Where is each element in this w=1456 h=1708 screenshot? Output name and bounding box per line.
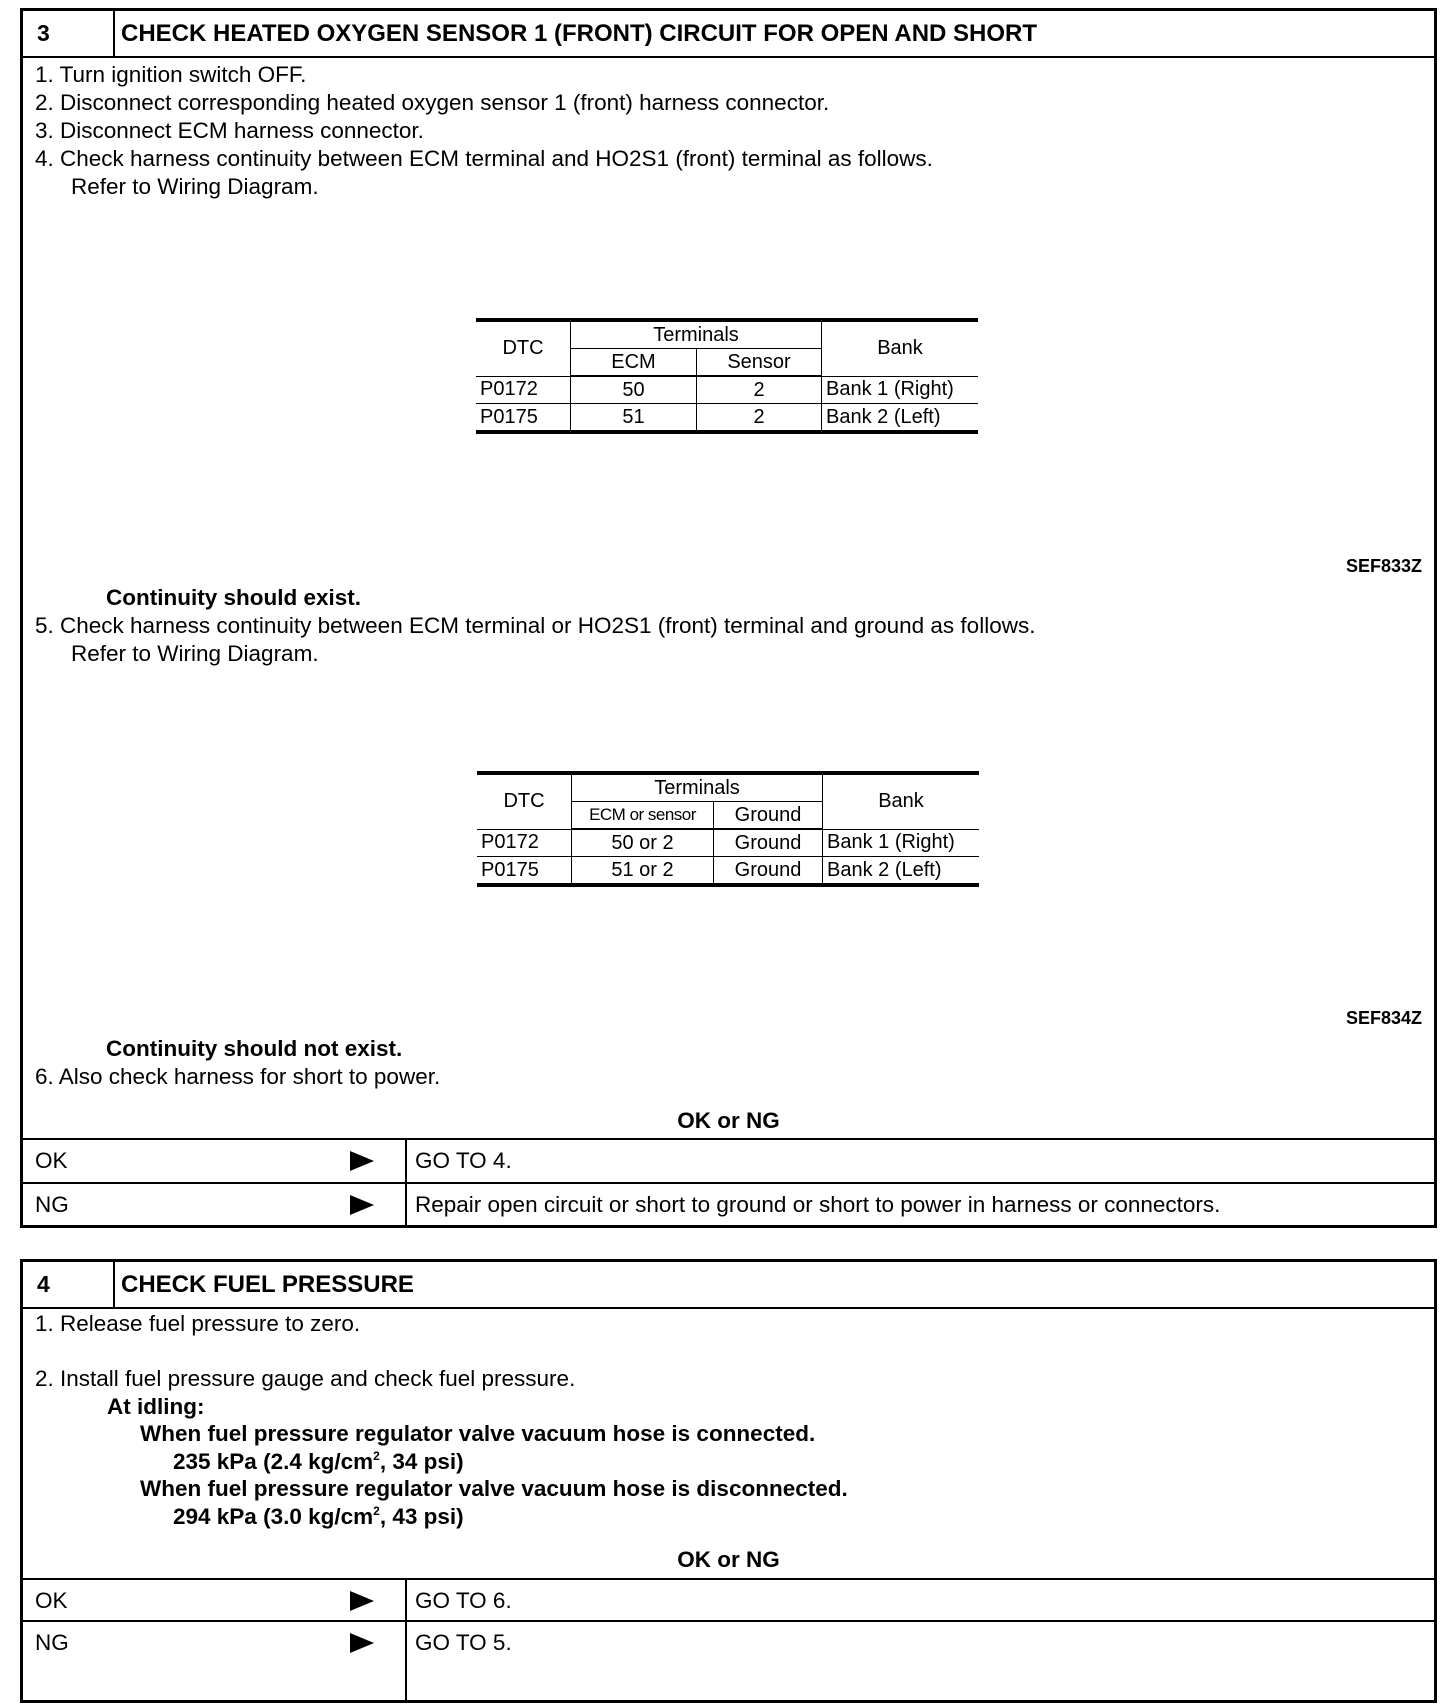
arrow-right-icon [350, 1195, 374, 1215]
instruction-1: 1. Turn ignition switch OFF. [35, 62, 307, 87]
continuity-table-2 [477, 771, 979, 887]
col-header-bank: Bank [823, 773, 980, 829]
spec-connected-value [173, 1448, 464, 1476]
value-text: 235 kPa (2.4 kg/cm [173, 1449, 374, 1474]
figure-ref-1: SEF833Z [1345, 556, 1422, 576]
superscript: 2 [373, 1449, 380, 1463]
step-title: CHECK FUEL PRESSURE [121, 1271, 414, 1298]
cell-bank: Bank 1 (Right) [823, 829, 980, 857]
header-divider [113, 11, 115, 56]
table-row [476, 404, 978, 433]
cell-ecm: 51 [571, 404, 697, 433]
step-4-panel [20, 1259, 1437, 1703]
outcome-ok-row[interactable] [23, 1138, 1434, 1182]
outcome-divider [405, 1184, 407, 1226]
table-row [477, 857, 979, 886]
arrow-right-icon [350, 1633, 374, 1653]
arrow-right-icon [350, 1151, 374, 1171]
col-header-dtc: DTC [477, 773, 572, 829]
step-header [23, 1262, 1434, 1309]
cell-ground: Ground [714, 829, 823, 857]
arrow-right-icon [350, 1591, 374, 1611]
outcome-key: NG [35, 1630, 69, 1655]
outcome-ng-row[interactable] [23, 1182, 1434, 1226]
cell-dtc: P0175 [476, 404, 571, 433]
outcome-action: GO TO 6. [415, 1588, 512, 1613]
cell-dtc: P0175 [477, 857, 572, 886]
cell-bank: Bank 1 (Right) [822, 376, 979, 404]
value-text: , 34 psi) [379, 1449, 464, 1474]
cell-bank: Bank 2 (Left) [823, 857, 980, 886]
cell-ecm-or-sensor: 50 or 2 [572, 829, 714, 857]
step-number: 3 [37, 20, 50, 46]
outcome-divider [405, 1140, 407, 1182]
cell-dtc: P0172 [476, 376, 571, 404]
instruction-6: 6. Also check harness for short to power. [35, 1064, 441, 1089]
spec-connected-label: When fuel pressure regulator valve vacuum hose is connected. [140, 1421, 816, 1446]
instruction-4: 4. Check harness continuity between ECM terminal and HO2S1 (front) terminal as follows. [35, 146, 933, 171]
col-header-ecm-or-sensor: ECM or sensor [572, 802, 714, 830]
superscript: 2 [373, 1504, 380, 1518]
cell-bank: Bank 2 (Left) [822, 404, 979, 433]
value-text: 294 kPa (3.0 kg/cm [173, 1504, 374, 1529]
outcome-action: GO TO 5. [415, 1630, 512, 1655]
continuity-table-1 [476, 318, 978, 434]
ok-or-ng-label: OK or NG [677, 1108, 780, 1133]
outcome-ng-row[interactable] [23, 1620, 1434, 1702]
cell-dtc: P0172 [477, 829, 572, 857]
instruction-5-note: Refer to Wiring Diagram. [71, 641, 319, 666]
spec-disconnected-label: When fuel pressure regulator valve vacuum hose is disconnected. [140, 1476, 848, 1501]
cell-sensor: 2 [697, 376, 822, 404]
outcome-key: NG [35, 1192, 69, 1217]
instruction-5: 5. Check harness continuity between ECM terminal or HO2S1 (front) terminal and ground as follows. [35, 613, 1036, 638]
cell-ground: Ground [714, 857, 823, 886]
cell-ecm: 50 [571, 376, 697, 404]
outcome-action: Repair open circuit or short to ground or short to power in harness or connectors. [415, 1192, 1221, 1217]
outcome-action: GO TO 4. [415, 1148, 512, 1173]
outcome-divider [405, 1580, 407, 1622]
continuity-result-1: Continuity should exist. [106, 585, 362, 610]
col-header-terminals: Terminals [572, 773, 823, 802]
outcome-ok-row[interactable] [23, 1578, 1434, 1622]
col-header-dtc: DTC [476, 320, 571, 376]
continuity-result-2: Continuity should not exist. [106, 1036, 403, 1061]
instruction-1: 1. Release fuel pressure to zero. [35, 1311, 361, 1336]
table-row [476, 376, 978, 404]
col-header-terminals: Terminals [571, 320, 822, 349]
outcome-key: OK [35, 1148, 68, 1173]
col-header-sensor: Sensor [697, 349, 822, 377]
outcome-divider [405, 1622, 407, 1702]
instruction-3: 3. Disconnect ECM harness connector. [35, 118, 424, 143]
value-text: , 43 psi) [379, 1504, 464, 1529]
spec-disconnected-value [173, 1503, 464, 1531]
figure-ref-2: SEF834Z [1345, 1008, 1422, 1028]
instruction-4-note: Refer to Wiring Diagram. [71, 174, 319, 199]
col-header-ecm: ECM [571, 349, 697, 377]
instruction-2: 2. Install fuel pressure gauge and check fuel pressure. [35, 1366, 576, 1391]
spec-condition: At idling: [107, 1394, 205, 1419]
instruction-2: 2. Disconnect corresponding heated oxygen sensor 1 (front) harness connector. [35, 90, 830, 115]
ok-or-ng-label: OK or NG [677, 1547, 780, 1572]
cell-sensor: 2 [697, 404, 822, 433]
col-header-ground: Ground [714, 802, 823, 830]
header-divider [113, 1262, 115, 1307]
step-header [23, 11, 1434, 58]
outcome-key: OK [35, 1588, 68, 1613]
step-number: 4 [37, 1271, 50, 1297]
cell-ecm-or-sensor: 51 or 2 [572, 857, 714, 886]
col-header-bank: Bank [822, 320, 979, 376]
step-title: CHECK HEATED OXYGEN SENSOR 1 (FRONT) CIRCUIT FOR OPEN AND SHORT [121, 20, 1038, 47]
step-3-panel [20, 8, 1437, 1228]
table-row [477, 829, 979, 857]
